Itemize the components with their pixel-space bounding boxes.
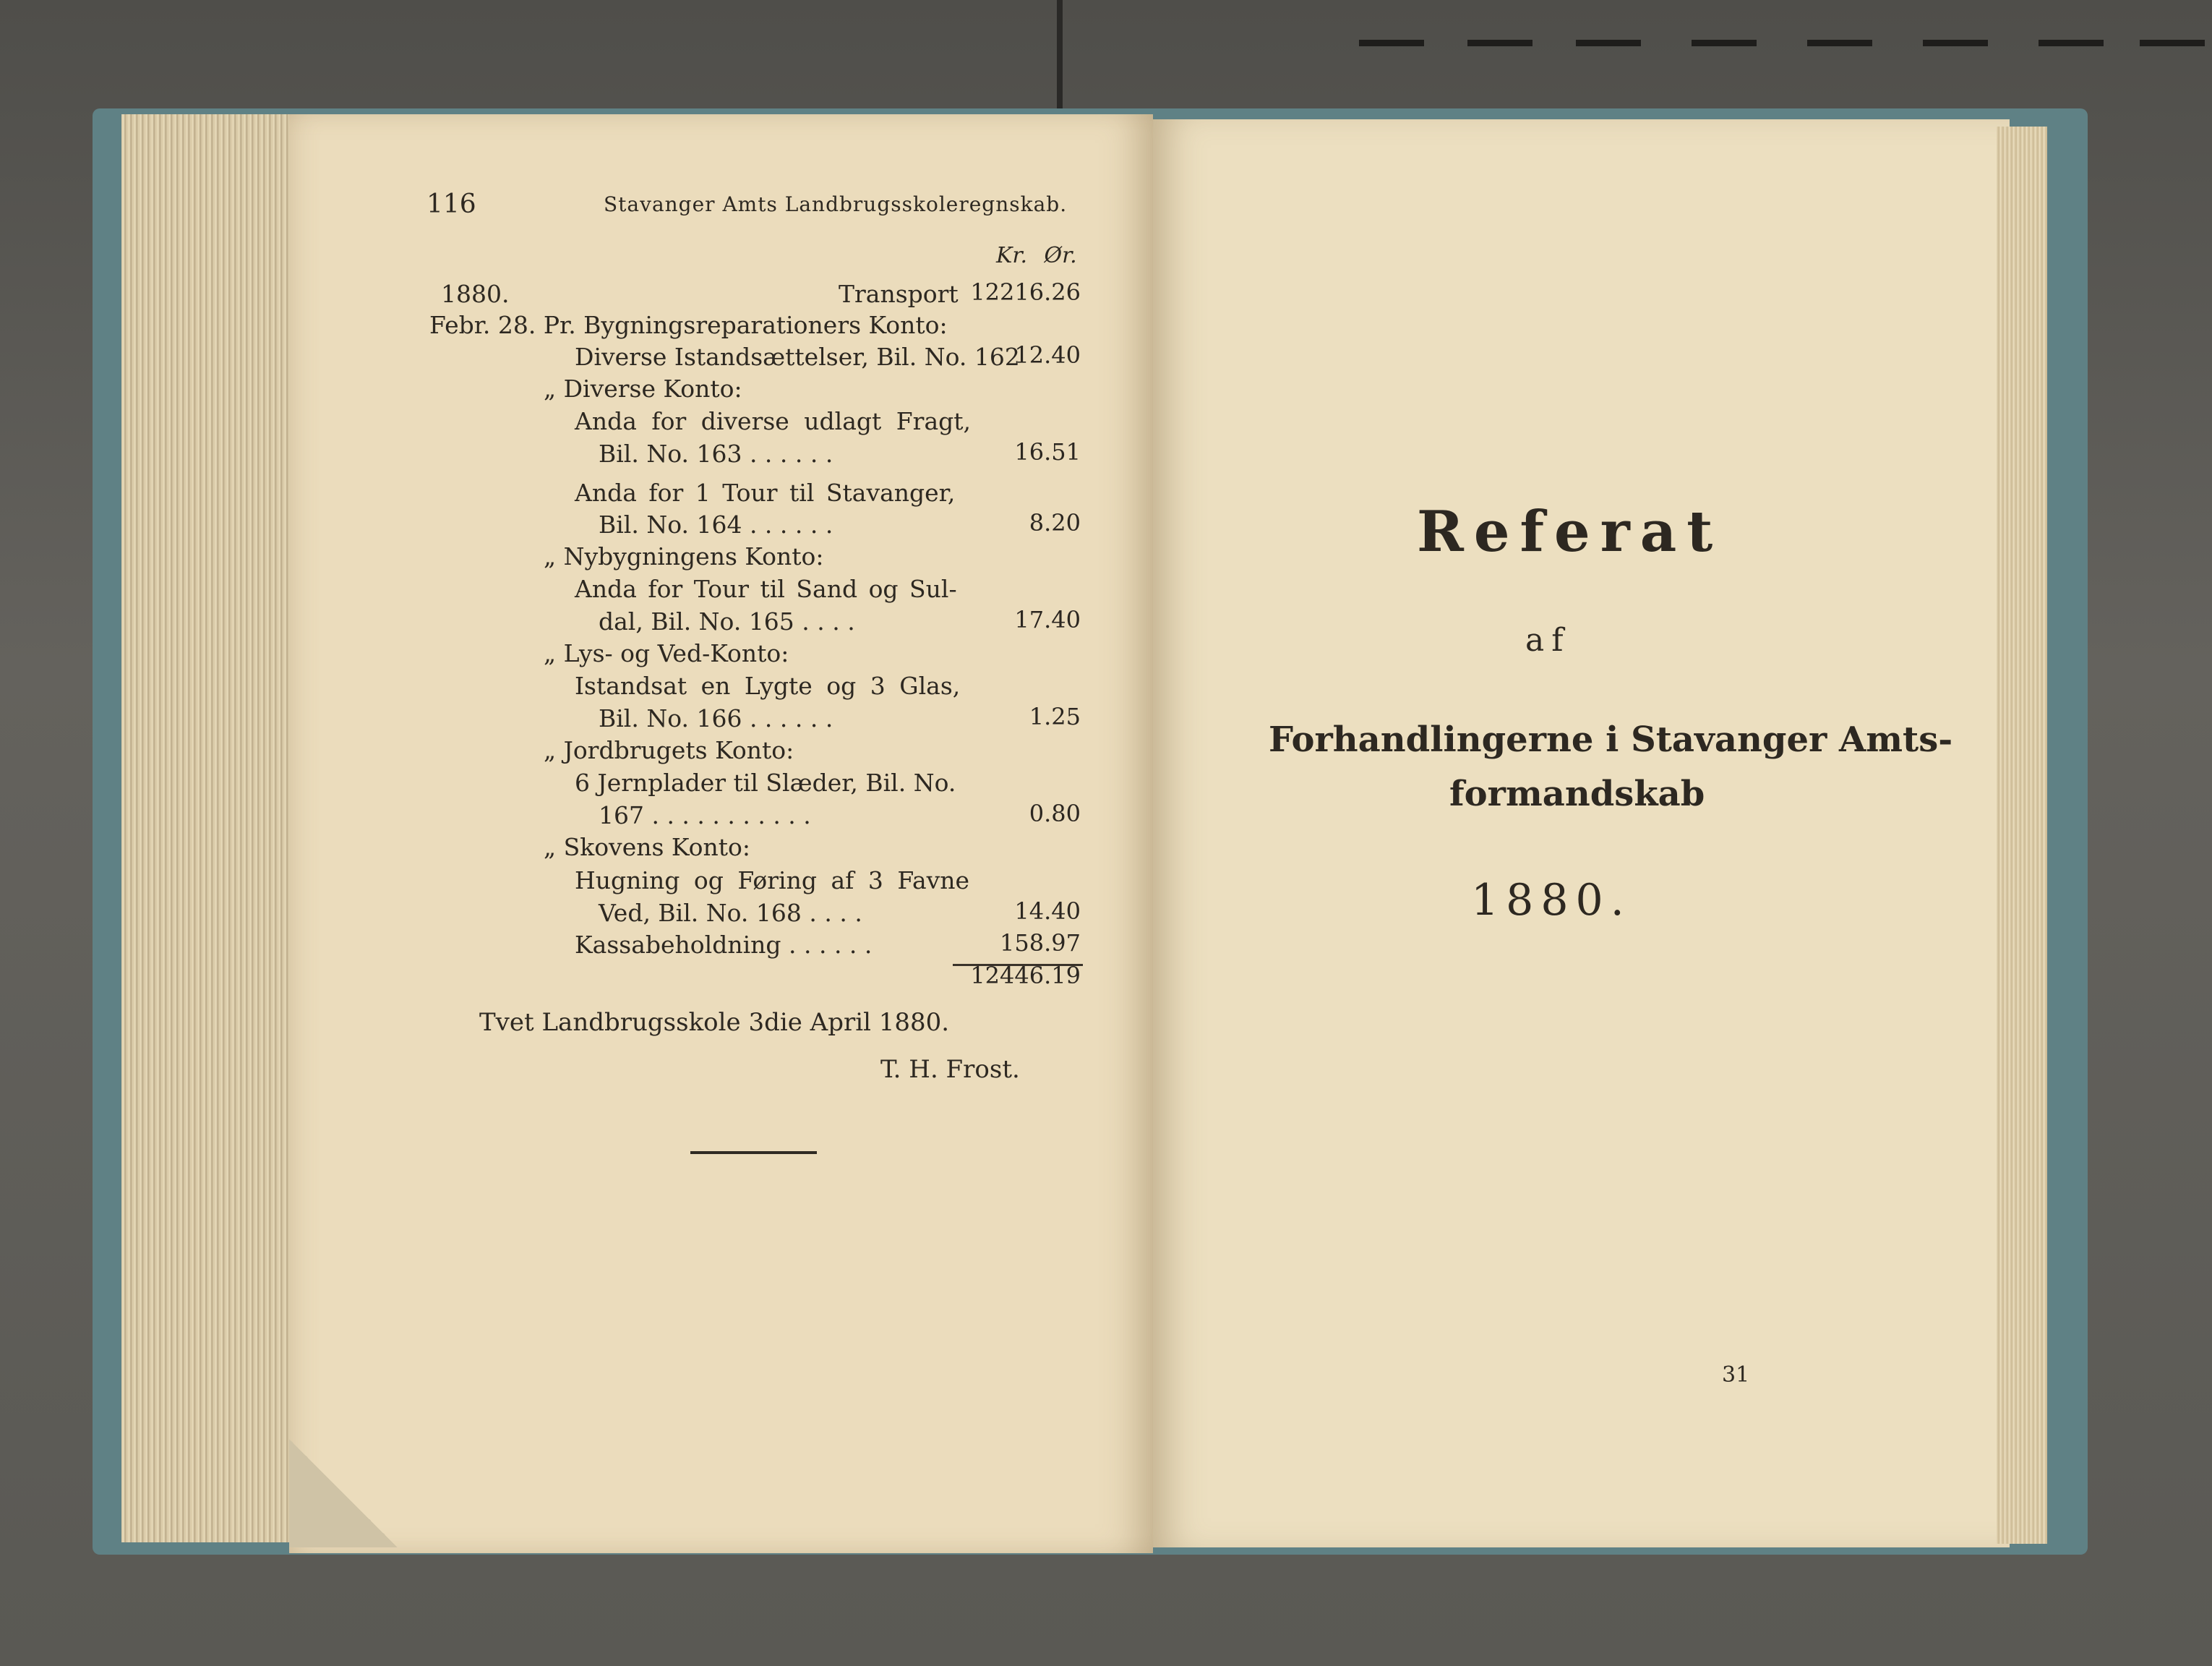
- page-number: 116: [426, 189, 476, 219]
- ledger-line: dal, Bil. No. 165 . . . .: [599, 607, 855, 636]
- ledger-line: Febr. 28. Pr. Bygningsreparationers Konto:: [429, 311, 948, 339]
- referat-title: Referat: [1417, 499, 1723, 565]
- ledger-transport-amount: 12216.26: [970, 278, 1081, 306]
- ledger-amount: 16.51: [1014, 438, 1081, 466]
- right-page: [1153, 119, 2010, 1547]
- connector-af: af: [1525, 622, 1571, 659]
- folded-page-corner: [289, 1439, 398, 1547]
- closing-line: Tvet Landbrugsskole 3die April 1880.: [479, 1008, 950, 1037]
- running-head: Stavanger Amts Landbrugsskoleregnskab.: [604, 192, 1068, 216]
- ledger-amount: 0.80: [1029, 800, 1081, 827]
- ledger-line: 6 Jernplader til Slæder, Bil. No.: [575, 769, 956, 797]
- ledger-line: Kassabeholdning . . . . . .: [575, 931, 873, 959]
- ledger-amount: 1.25: [1029, 703, 1081, 730]
- scanner-ruler-dashes: [1359, 40, 2205, 54]
- ledger-line: Bil. No. 163 . . . . . .: [599, 440, 833, 468]
- page-edges-left: [121, 114, 309, 1542]
- year: 1880.: [1471, 875, 1632, 926]
- signature: T. H. Frost.: [880, 1055, 1020, 1084]
- ledger-line: Ved, Bil. No. 168 . . . .: [599, 899, 862, 927]
- ledger-line: „ Nybygningens Konto:: [544, 542, 824, 571]
- ledger-amount: 17.40: [1014, 606, 1081, 633]
- ledger-amount: 158.97: [1000, 929, 1081, 957]
- ledger-year: 1880.: [441, 280, 510, 308]
- signature-mark: 31: [1722, 1362, 1750, 1388]
- ledger-line: „ Lys- og Ved-Konto:: [544, 639, 789, 667]
- ledger-line: Bil. No. 164 . . . . . .: [599, 511, 833, 539]
- ledger-amount: 8.20: [1029, 509, 1081, 537]
- currency-header: Kr. Ør.: [996, 243, 1077, 268]
- ledger-transport-label: Transport: [839, 280, 959, 308]
- ledger-line: „ Jordbrugets Konto:: [544, 736, 794, 764]
- ledger-line: „ Diverse Konto:: [544, 375, 742, 403]
- ledger-line: 167 . . . . . . . . . . .: [599, 801, 811, 829]
- page-edges-right: [1997, 127, 2047, 1544]
- ledger-line: Bil. No. 166 . . . . . .: [599, 704, 833, 732]
- ledger-line: Anda for diverse udlagt Fragt,: [575, 407, 972, 435]
- ledger-line: Hugning og Føring af 3 Favne: [575, 866, 970, 894]
- ledger-total: 12446.19: [970, 962, 1081, 989]
- ledger-line: Anda for 1 Tour til Stavanger,: [575, 479, 956, 507]
- ledger-line: „ Skovens Konto:: [544, 833, 751, 861]
- heading-line-1: Forhandlingerne i Stavanger Amts-: [1269, 719, 1953, 760]
- ledger-line: Istandsat en Lygte og 3 Glas,: [575, 672, 961, 700]
- scanner-edge-line: [1057, 0, 1063, 116]
- end-rule: [690, 1151, 817, 1154]
- heading-line-2: formandskab: [1449, 774, 1705, 814]
- ledger-amount: 12.40: [1014, 341, 1081, 369]
- ledger-line: Diverse Istandsættelser, Bil. No. 162: [575, 343, 1020, 371]
- ledger-amount: 14.40: [1014, 897, 1081, 925]
- ledger-line: Anda for Tour til Sand og Sul-: [575, 575, 957, 603]
